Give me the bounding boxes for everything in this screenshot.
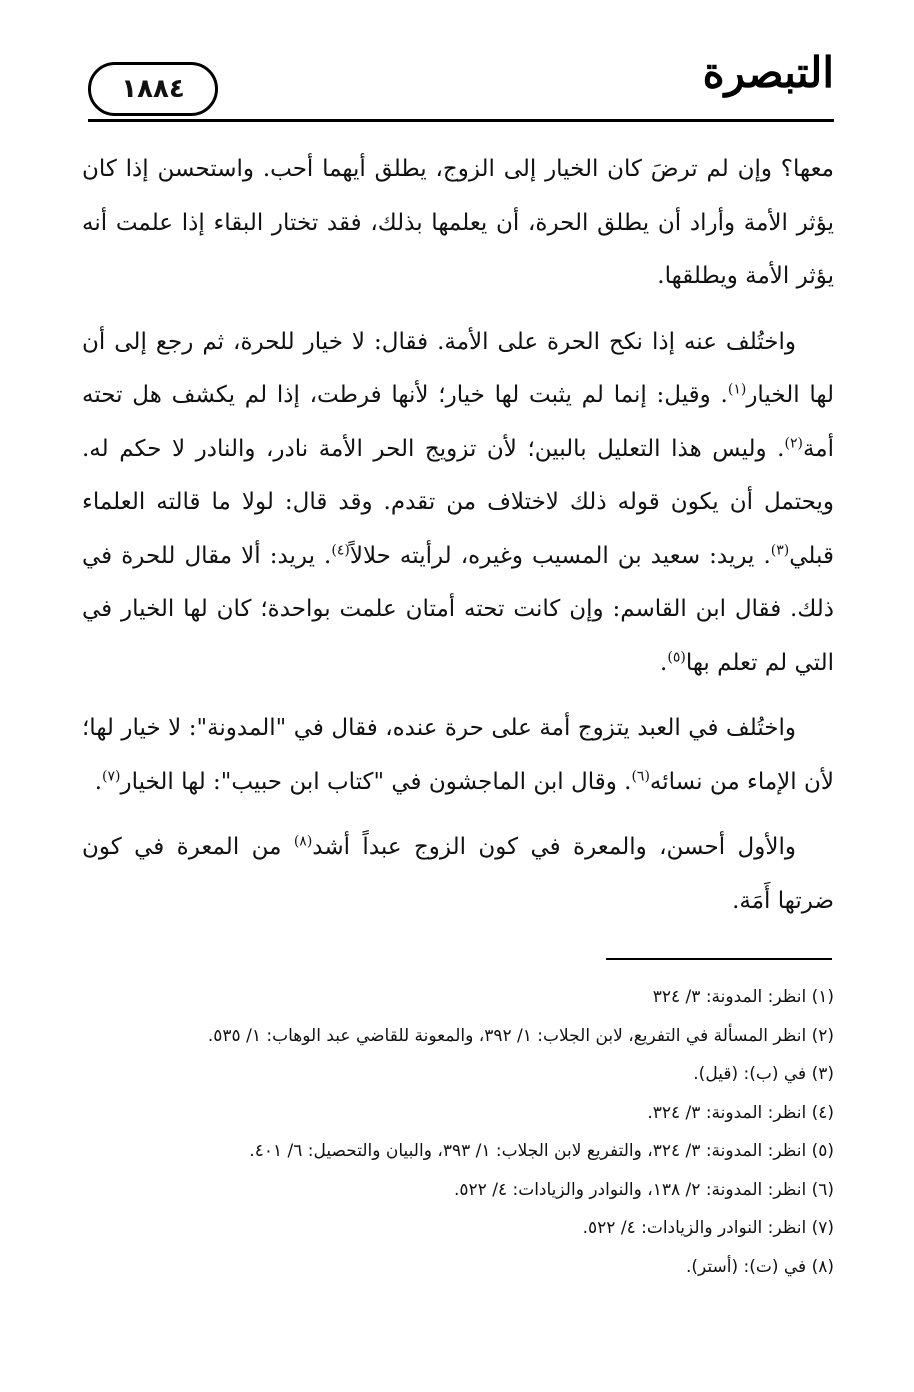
footnote-ref-5: (٥) (667, 648, 686, 665)
text-run: . (94, 768, 102, 795)
text-run: . يريد: ألا مقال للحرة في ذلك. فقال ابن القاسم: وإن كانت تحته أمتان علمت بواحدة؛ كان لها الخيار في التي لم تعلم بها (82, 542, 834, 676)
footnote-4: (٤) انظر: المدونة: ٣/ ٣٢٤. (647, 1102, 834, 1123)
running-title: التبصرة (702, 48, 834, 97)
footnote-2: (٢) انظر المسألة في التفريع، لابن الجلاب: ١/ ٣٩٢، والمعونة للقاضي عبد الوهاب: ١/ ٥٣٥. (207, 1025, 834, 1046)
text-run: . (660, 649, 668, 676)
page-header (88, 48, 834, 122)
footnote-divider (606, 958, 832, 960)
header-divider (88, 119, 834, 122)
page-number: ١٨٨٤ (121, 74, 185, 104)
footnote-ref-7: (٧) (102, 767, 121, 784)
text-run: . يريد: سعيد بن المسيب وغيره، لرأيته حلالاً (349, 542, 771, 569)
paragraph-2 (82, 316, 834, 691)
text-run: والأول أحسن، والمعرة في كون الزوج عبداً أشد (312, 834, 796, 860)
text-run: . وليس هذا التعليل بالبين؛ لأن تزويج الحر الأمة نادر، والنادر لا حكم له. ويحتمل أن يكون قوله ذلك لاختلاف من تقدم. وقد قال: لولا ما قالته العلماء قبلي (82, 435, 834, 569)
text-run: واختُلف في العبد يتزوج أمة على حرة عنده، فقال في "المدونة": لا خيار لها؛ لأن الإماء من نسائه (82, 715, 834, 795)
text-run: واختُلف عنه إذا نكح الحرة على الأمة. فقال: لا خيار للحرة، ثم رجع إلى أن لها الخيار (82, 328, 834, 408)
footnote-ref-8: (٨) (293, 833, 313, 850)
footnote-ref-1: (١) (727, 381, 747, 398)
footnote-ref-6: (٦) (631, 767, 650, 784)
footnote-ref-2: (٢) (784, 434, 803, 451)
footnote-ref-4: (٤) (331, 541, 350, 558)
footnote-8: (٨) في (ت): (أستر). (685, 1256, 834, 1277)
footnote-3: (٣) في (ب): (قيل). (693, 1064, 834, 1084)
text-run: من المعرة في كون ضرتها أَمَة. (82, 834, 834, 914)
footnote-5: (٥) انظر: المدونة: ٣/ ٣٢٤، والتفريع لابن الجلاب: ١/ ٣٩٣، والبيان والتحصيل: ٦/ ٤٠١. (249, 1141, 834, 1161)
page-number-badge (88, 62, 218, 116)
main-text (82, 143, 834, 940)
text-run: . وقال ابن الماجشون في "كتاب ابن حبيب": لها الخيار (120, 768, 632, 795)
footnote-6: (٦) انظر: المدونة: ٢/ ١٣٨، والنوادر والزيادات: ٤/ ٥٢٢. (453, 1179, 834, 1200)
footnote-1: (١) انظر: المدونة: ٣/ ٣٢٤ (652, 987, 834, 1007)
text-run: . وقيل: إنما لم يثبت لها خيار؛ لأنها فرطت، إذا لم يكشف هل تحته أمة (82, 382, 834, 462)
paragraph-3 (82, 702, 834, 809)
footnote-ref-3: (٣) (770, 541, 790, 558)
paragraph-4 (82, 821, 834, 928)
paragraph-1: معها؟ وإن لم ترضَ كان الخيار إلى الزوج، يطلق أيهما أحب. واستحسن إذا كان يؤثر الأمة وأراد أن يطلق الحرة، أن يعلمها بذلك، فقد تختار البقاء إذا علمت أنه يؤثر الأمة ويطلقها. (82, 156, 834, 289)
footnotes (82, 978, 834, 1286)
footnote-7: (٧) انظر: النوادر والزيادات: ٤/ ٥٢٢. (582, 1218, 834, 1238)
